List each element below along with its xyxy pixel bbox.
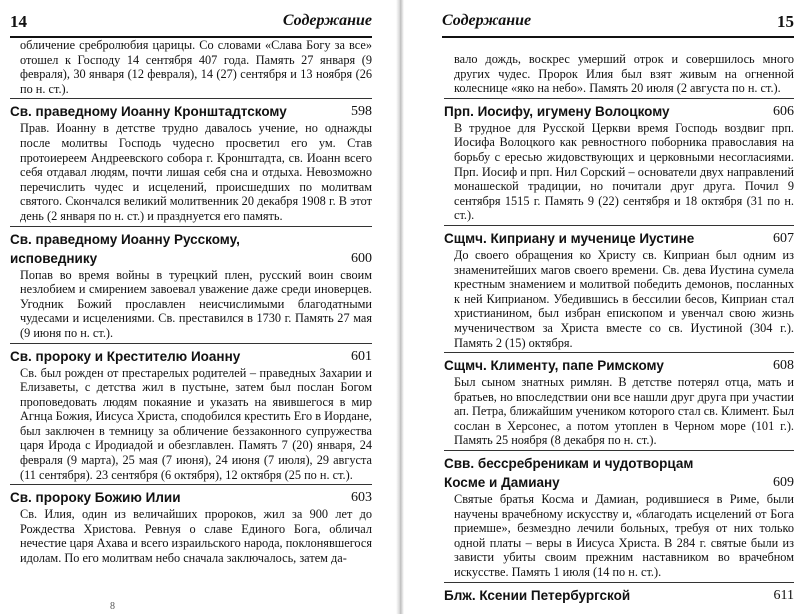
- toc-entry: [444, 586, 794, 605]
- toc-entry-title[interactable]: [10, 488, 372, 507]
- toc-entry: [10, 347, 372, 483]
- right-running-head: Содержание: [442, 12, 532, 29]
- entry-divider: [444, 225, 794, 226]
- entry-divider: [444, 582, 794, 583]
- toc-entry: [444, 229, 794, 350]
- toc-entry: [10, 102, 372, 223]
- toc-entry-title[interactable]: [10, 102, 372, 121]
- toc-entry-page: 608: [773, 358, 794, 374]
- toc-entry-text: Св. был рожден от престарелых родителей – праведных Захарии и Елизаветы, с детства жил в пустыне, затем был послан Богом проповедовать людям покаяние и указать на явившегося в мир Агнца Божия, Иисуса Христа, сподобился крестить Его в Иордане, был заключен в темницу за обличение беззаконного супружества царя Ирода с Иродиадой и обезглавлен. Память 7 (20) января, 24 февраля (9 марта), 25 мая (7 июня), 24 июня (7 июля), 29 августа (11 сентября). 23 сентября (6 октября), 12 октября (25 по н. ст.).: [20, 365, 372, 482]
- entry-divider: [10, 98, 372, 99]
- toc-entry-title-text: Св. праведному Иоанну Кронштадтскому: [10, 104, 287, 120]
- toc-entry-title-text: Сщмч. Киприану и мученице Иустине: [444, 230, 695, 246]
- toc-entry-title[interactable]: [444, 229, 794, 248]
- toc-entry-title-text: Св. пророку и Крестителю Иоанну: [10, 348, 241, 364]
- toc-entry-page: 603: [351, 490, 372, 506]
- right-page-header: [442, 10, 794, 34]
- left-page-content: [10, 38, 372, 566]
- right-page: [402, 0, 800, 614]
- toc-entry-title-text: Св. пророку Божию Илии: [10, 490, 181, 506]
- toc-entry-title[interactable]: [10, 230, 372, 268]
- entry-divider: [10, 343, 372, 344]
- toc-entry-page: 598: [351, 104, 372, 120]
- right-page-number: 15: [777, 12, 794, 31]
- toc-entry: [10, 488, 372, 565]
- entry-continuation-text: вало дождь, воскрес умерший отрок и совершилось много других чудес. Пророк Илия был взят живым на огненной колеснице «яко на небо». Память 20 июля (2 августа по н. ст.).: [454, 52, 794, 96]
- toc-entry-title-text: Св. праведному Иоанну Русскому,: [10, 231, 240, 247]
- entry-continuation-text: обличение сребролюбия царицы. Со словами «Слава Богу за все» отошел к Господу 14 сентября 407 года. Память 27 января (9 февраля), 30 января (12 февраля), 14 (27) сентября и 13 ноября (26 по н. ст.).: [20, 38, 372, 96]
- toc-entry-title-text: Сщмч. Клименту, папе Римскому: [444, 358, 664, 374]
- left-page: [0, 0, 398, 614]
- toc-entry-title[interactable]: [444, 356, 794, 375]
- toc-entry-title-text: Блж. Ксении Петербургской: [444, 587, 631, 603]
- entry-divider: [10, 226, 372, 227]
- toc-entry: [444, 454, 794, 580]
- toc-entry-title-text: Свв. бессребреникам и чудотворцам: [444, 456, 694, 472]
- toc-entry-title[interactable]: [10, 347, 372, 366]
- toc-entry-page: 611: [773, 587, 794, 603]
- left-page-number: 14: [10, 12, 27, 31]
- toc-entry-text: Попав во время войны в турецкий плен, русский воин своим незлобием и смирением завоевал уважение даже среди иноверцев. Угодник Божий прославлен неисчислимыми благодатными чудесами и исцелениями. Св. преставился в 1730 г. Память 27 мая (9 июня по н. ст.).: [20, 267, 372, 340]
- page-footer-mark: 8: [110, 601, 115, 612]
- toc-entry: [444, 102, 794, 223]
- entry-divider: [444, 98, 794, 99]
- toc-entry-text: Был сыном знатных римлян. В детстве потерял отца, мать и братьев, но впоследствии они все нашли друг друга при участии ап. Петра, ближайшим учеником которого стал св. Климент. Был сослан в Херсонес, а потом утоплен в Черном море (101 г.). Память 25 ноября (8 декабря по н. ст.).: [454, 375, 794, 448]
- toc-entry-page: 601: [351, 348, 372, 364]
- toc-entry-title[interactable]: [444, 102, 794, 121]
- toc-entry-text: До своего обращения ко Христу св. Киприан был одним из знаменитейших магов своего времени. Св. дева Иустина сумела крестным знамением и молитвой победить демонов, посланных к ней Киприаном. Убедившись в бессилии бесов, Киприан стал христианином, был избран епископом и увенчал свою жизнь мученичеством за Христа вместе со св. Иустиной (304 г.). Память 2 (15) октября.: [454, 247, 794, 350]
- entry-divider: [444, 352, 794, 353]
- toc-entry: [10, 230, 372, 341]
- toc-entry-title-line2: Косме и Дамиану: [444, 475, 560, 491]
- toc-entry-title-text: Прп. Иосифу, игумену Волоцкому: [444, 103, 670, 119]
- toc-entry-text: Прав. Иоанну в детстве трудно давалось учение, но однажды после молитвы Господь чудесно просветил его ум. Став протоиереем Андреевского собора г. Кронштадта, св. Иоанн всего себя отдавал людям, почти лишая себя сна и отдыха. Невозможно перечислить чудес и исцелений, происшедших по молитвам святого. Скончался великий молитвенник 20 декабря 1908 г. В этот день (2 января по н. ст.) и празднуется его память.: [20, 121, 372, 223]
- toc-entry-page: 609: [773, 475, 794, 491]
- toc-entry-title[interactable]: [444, 586, 794, 605]
- entry-divider: [10, 484, 372, 485]
- toc-entry-title-line2: исповеднику: [10, 250, 98, 266]
- left-running-head: Содержание: [282, 12, 372, 29]
- toc-entry-page: 607: [773, 230, 794, 246]
- toc-entry-title[interactable]: [444, 454, 794, 492]
- toc-entry-text: В трудное для Русской Церкви время Господь воздвиг прп. Иосифа Волоцкого как ревностного поборника православия на борьбу с ересью жидовствующих и церковными несогласиями. Прп. Иосиф и прп. Нил Сорский – основатели двух направлений монашеской традиции, но почитали друг друга. Почил 9 сентября 1515 г. Память 9 (22) сентября и 18 октября (31 по н. ст.).: [454, 120, 794, 223]
- left-page-header: [10, 10, 372, 34]
- toc-entry-page: 600: [351, 250, 372, 266]
- toc-entry: [444, 356, 794, 448]
- entry-divider: [444, 450, 794, 451]
- right-page-content: [444, 52, 794, 605]
- header-rule: [442, 36, 794, 38]
- toc-entry-page: 606: [773, 103, 794, 119]
- toc-entry-text: Св. Илия, один из величайших пророков, жил за 900 лет до Рождества Христова. Ревнуя о славе Единого Бога, обличал нечестие царя Ахава и всего израильского народа, поклонявшегося идолам. По его молитвам небо сначала заключалось, затем да-: [20, 507, 372, 566]
- toc-entry-text: Святые братья Косма и Дамиан, родившиеся в Риме, были научены врачебному искусству и, «благодать исцелений от Бога приемше», безмездно лечили больных, требуя от них только одной платы – веры в Иисуса Христа. В 284 г. святые были из зависти убиты своим прежним наставником во врачебном искусстве. Память 1 июля (14 по н. ст.).: [454, 492, 794, 580]
